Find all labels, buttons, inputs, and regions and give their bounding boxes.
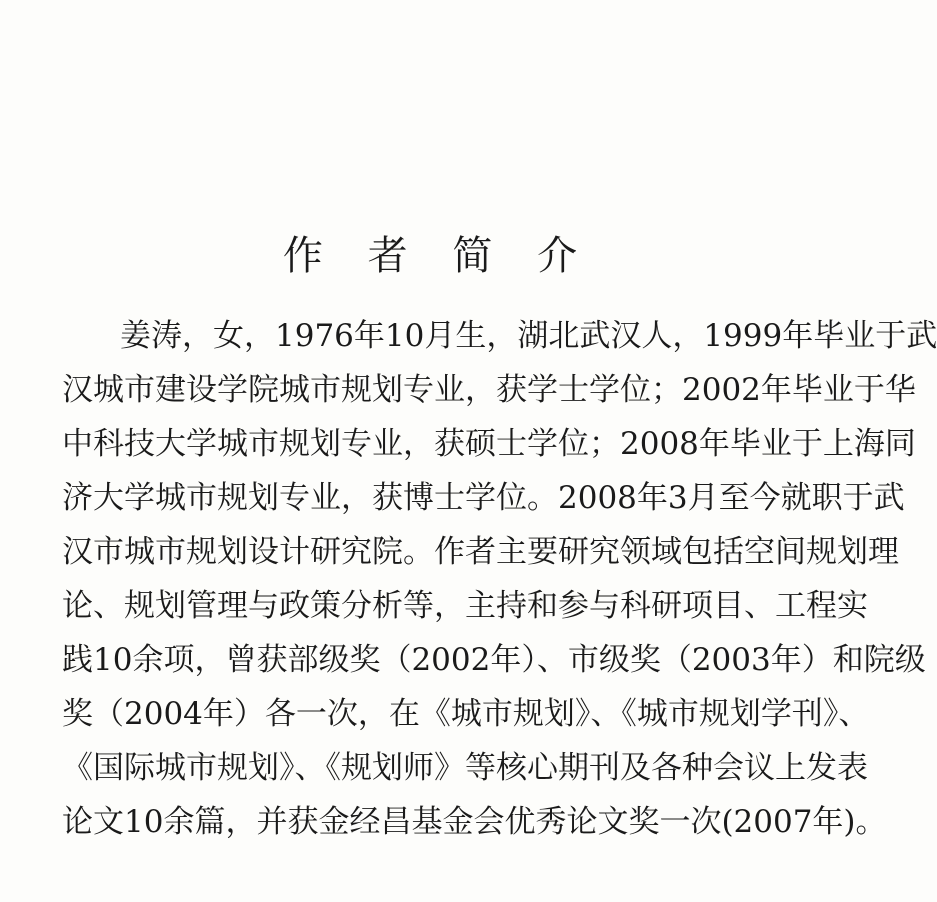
bio-line: 济大学城市规划专业，获博士学位。2008年3月至今就职于武 [62, 480, 905, 516]
author-bio [62, 309, 937, 849]
bio-line: 论、规划管理与政策分析等，主持和参与科研项目、工程实 [62, 588, 868, 624]
bio-line: 中科技大学城市规划专业，获硕士学位；2008年毕业于上海同 [62, 426, 916, 462]
bio-line: 奖（2004年）各一次，在《城市规划》、《城市规划学刊》、 [62, 696, 870, 732]
bio-line: 《国际城市规划》、《规划师》等核心期刊及各种会议上发表 [62, 750, 868, 786]
bio-line: 论文10余篇，并获金经昌基金会优秀论文奖一次(2007年)。 [62, 804, 887, 840]
bio-line: 汉市城市规划设计研究院。作者主要研究领域包括空间规划理 [62, 534, 899, 570]
bio-line: 汉城市建设学院城市规划专业，获学士学位；2002年毕业于华 [62, 372, 916, 408]
bio-line: 姜涛，女，1976年10月生，湖北武汉人，1999年毕业于武 [120, 318, 937, 354]
bio-line: 践10余项，曾获部级奖（2002年）、市级奖（2003年）和院级 [62, 642, 926, 678]
page-title: 作 者 简 介 [282, 233, 594, 279]
